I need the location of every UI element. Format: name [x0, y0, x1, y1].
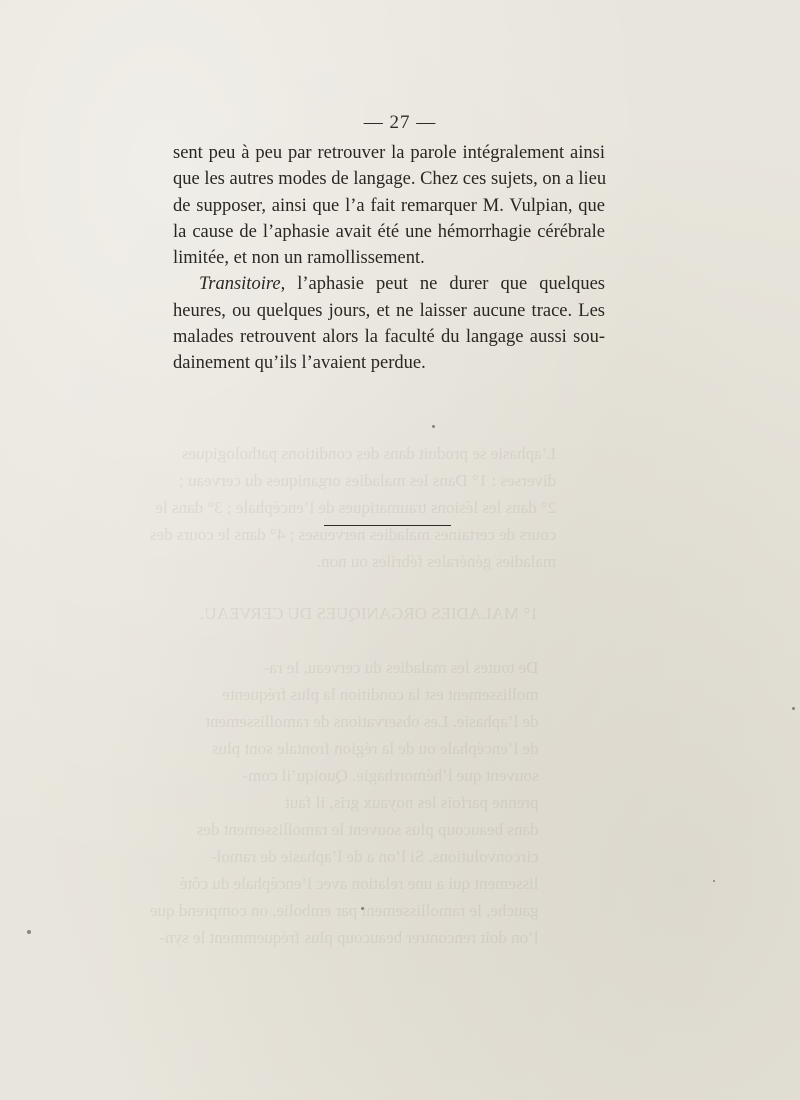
- text-line: malades retrouvent alors la faculté du langage aussi sou-: [173, 327, 605, 348]
- text-line: la cause de l’aphasie avait été une hémorrhagie cérébrale: [173, 221, 605, 242]
- paper-speck: [713, 880, 715, 882]
- italic-term: Transitoire: [199, 274, 281, 295]
- body-text: [173, 140, 605, 377]
- text-fragment: , l’aphasie peut ne durer que quelques: [280, 274, 605, 295]
- text-line: sent peu à peu par retrouver la parole intégralement ainsi: [173, 143, 605, 163]
- paper-speck: [792, 707, 795, 710]
- page-number: — 27 —: [363, 112, 437, 133]
- section-divider-rule: [324, 525, 451, 526]
- paragraph-first-line: [173, 271, 605, 297]
- paper-speck: [27, 930, 31, 934]
- text-line: heures, ou quelques jours, et ne laisser aucune trace. Les: [173, 300, 605, 321]
- bleed-through-text-lower: 1° MALADIES ORGANIQUES DU CERVEAU. De toutes les maladies du cerveau, le ra- mollissement est la condition la plus fréquente de l’aphasie. Les observations de ramollissement de l’encéphale ou de la région frontale sont plus souvent que l’hémorrhagie. Quoiqu’il com- prenne parfois les noyaux gris, il faut dans beaucoup plus souvent le ramollissement des circonvolutions. Si l’on a de l’aphasie de ramol- lissement qui a une relation avec l’encéphale du côté gauche, le ramollissement par embolie, on comprend que l’on doit rencontrer beaucoup plus fréquemment le syn-: [150, 604, 539, 947]
- paper-speck: [361, 907, 364, 910]
- paper-speck: [432, 425, 435, 428]
- text-line: que les autres modes de langage. Chez ces sujets, on a lieu: [173, 169, 607, 190]
- text-line: dainement qu’ils l’avaient perdue.: [173, 353, 426, 374]
- bleed-through-text: L’aphasie se produit dans des conditions pathologiques diverses : 1° Dans les maladies organiques du cerveau ; 2° dans les lésions traumatiques de l’encéphale ; 3° dans le cours de certaines maladies nerveuses ; 4° dans le cours des maladies générales fébriles ou non.: [150, 444, 557, 571]
- text-line: limitée, et non un ramollissement.: [173, 248, 425, 269]
- text-line: de supposer, ainsi que l’a fait remarquer M. Vulpian, que: [173, 195, 605, 216]
